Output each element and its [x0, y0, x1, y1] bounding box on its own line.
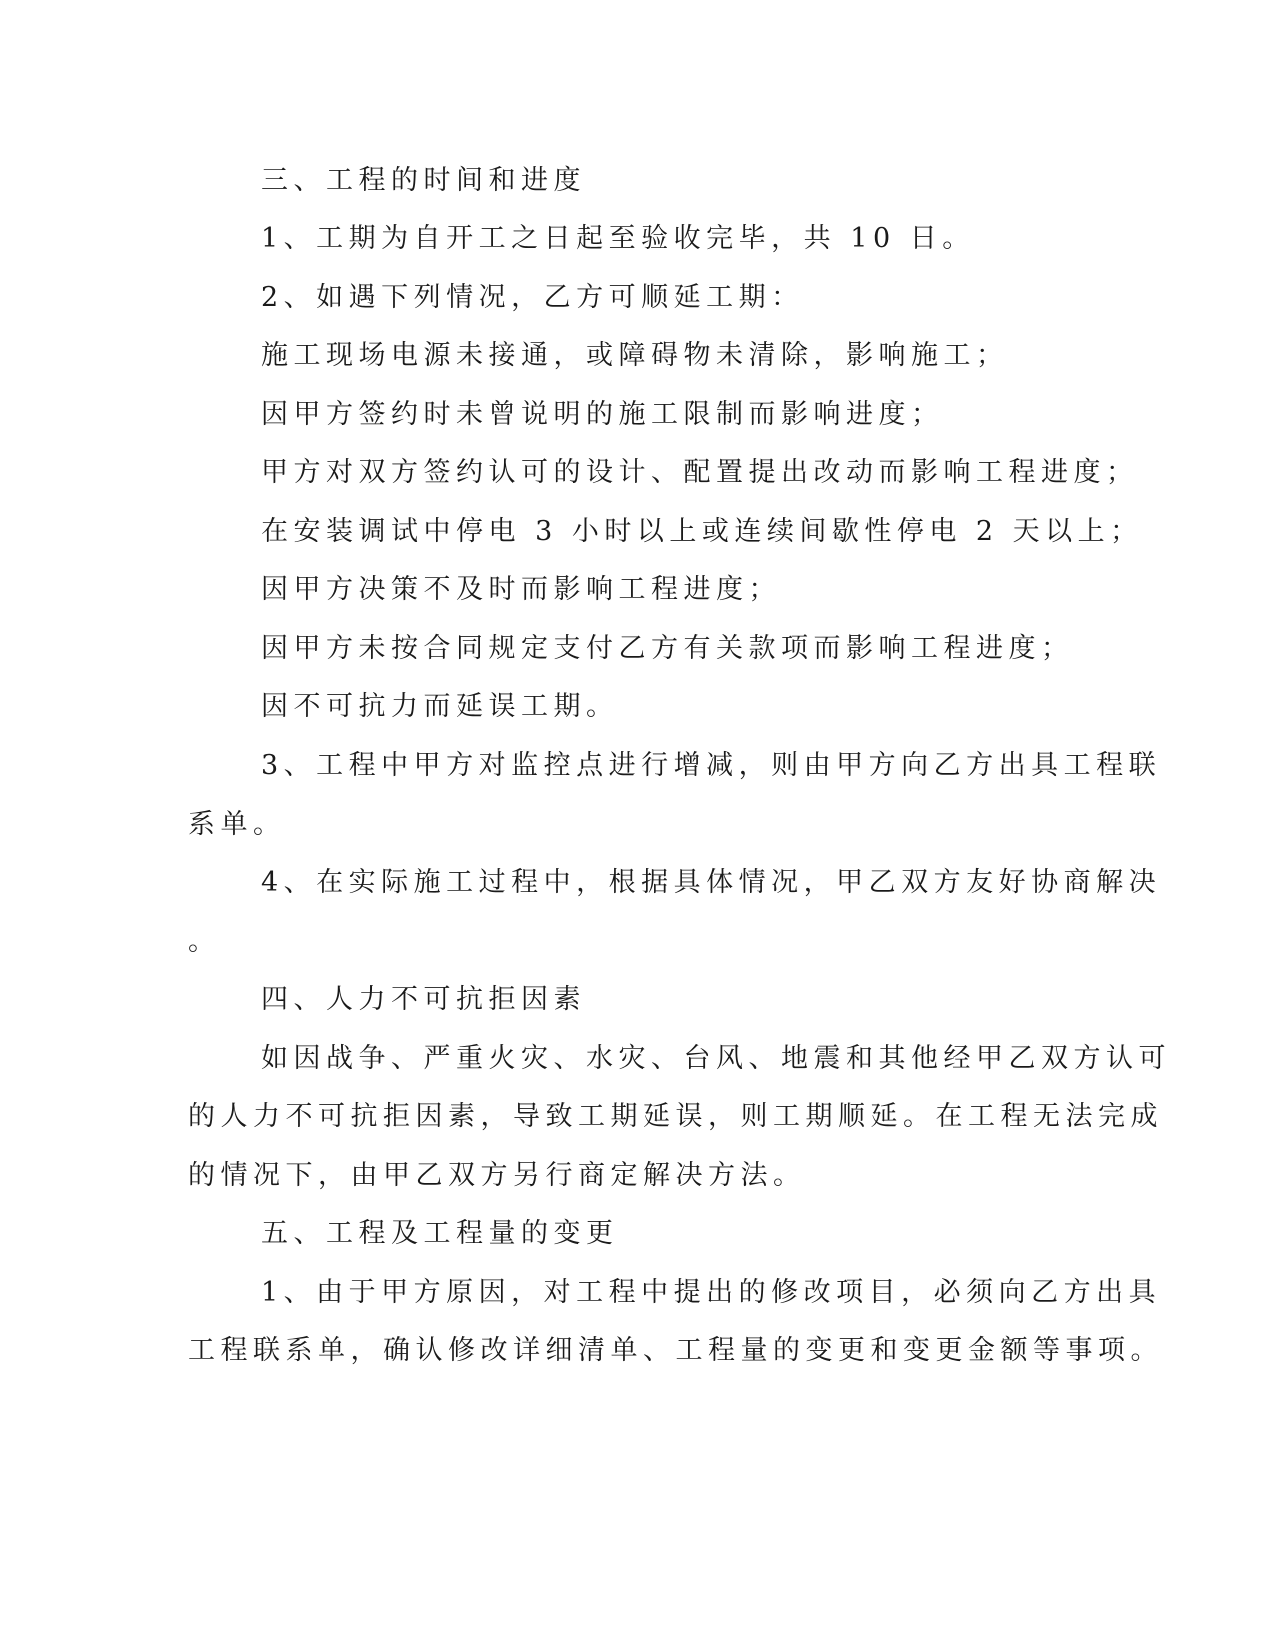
- list-item: 因甲方签约时未曾说明的施工限制而影响进度；: [261, 399, 944, 430]
- section-heading: 五、工程及工程量的变更: [261, 1218, 619, 1249]
- paragraph-line: 如因战争、严重火灾、水灾、台风、地震和其他经甲乙双方认可: [261, 1043, 1171, 1074]
- paragraph-line: 工程联系单，确认修改详细清单、工程量的变更和变更金额等事项。: [188, 1335, 1163, 1366]
- paragraph-line: 系单。: [188, 809, 286, 840]
- list-item: 因不可抗力而延误工期。: [261, 691, 619, 722]
- section-heading: 三、工程的时间和进度: [261, 165, 586, 196]
- paragraph-line: 。: [188, 926, 221, 957]
- list-item: 因甲方未按合同规定支付乙方有关款项而影响工程进度；: [261, 633, 1074, 664]
- paragraph-line: 1、由于甲方原因，对工程中提出的修改项目，必须向乙方出具: [261, 1277, 1162, 1308]
- paragraph-line: 4、在实际施工过程中，根据具体情况，甲乙双方友好协商解决: [261, 867, 1162, 898]
- list-item: 因甲方决策不及时而影响工程进度；: [261, 574, 781, 605]
- paragraph-line: 的情况下，由甲乙双方另行商定解决方法。: [188, 1160, 806, 1191]
- section-heading: 四、人力不可抗拒因素: [261, 984, 586, 1015]
- paragraph-line: 1、工期为自开工之日起至验收完毕，共 10 日。: [261, 223, 975, 254]
- list-item: 施工现场电源未接通，或障碍物未清除，影响施工；: [261, 340, 1009, 371]
- paragraph-line: 的人力不可抗拒因素，导致工期延误，则工期顺延。在工程无法完成: [188, 1101, 1163, 1132]
- paragraph-line: 2、如遇下列情况，乙方可顺延工期：: [261, 282, 804, 313]
- list-item: 在安装调试中停电 3 小时以上或连续间歇性停电 2 天以上；: [261, 516, 1143, 547]
- list-item: 甲方对双方签约认可的设计、配置提出改动而影响工程进度；: [261, 457, 1139, 488]
- paragraph-line: 3、工程中甲方对监控点进行增减，则由甲方向乙方出具工程联: [261, 750, 1162, 781]
